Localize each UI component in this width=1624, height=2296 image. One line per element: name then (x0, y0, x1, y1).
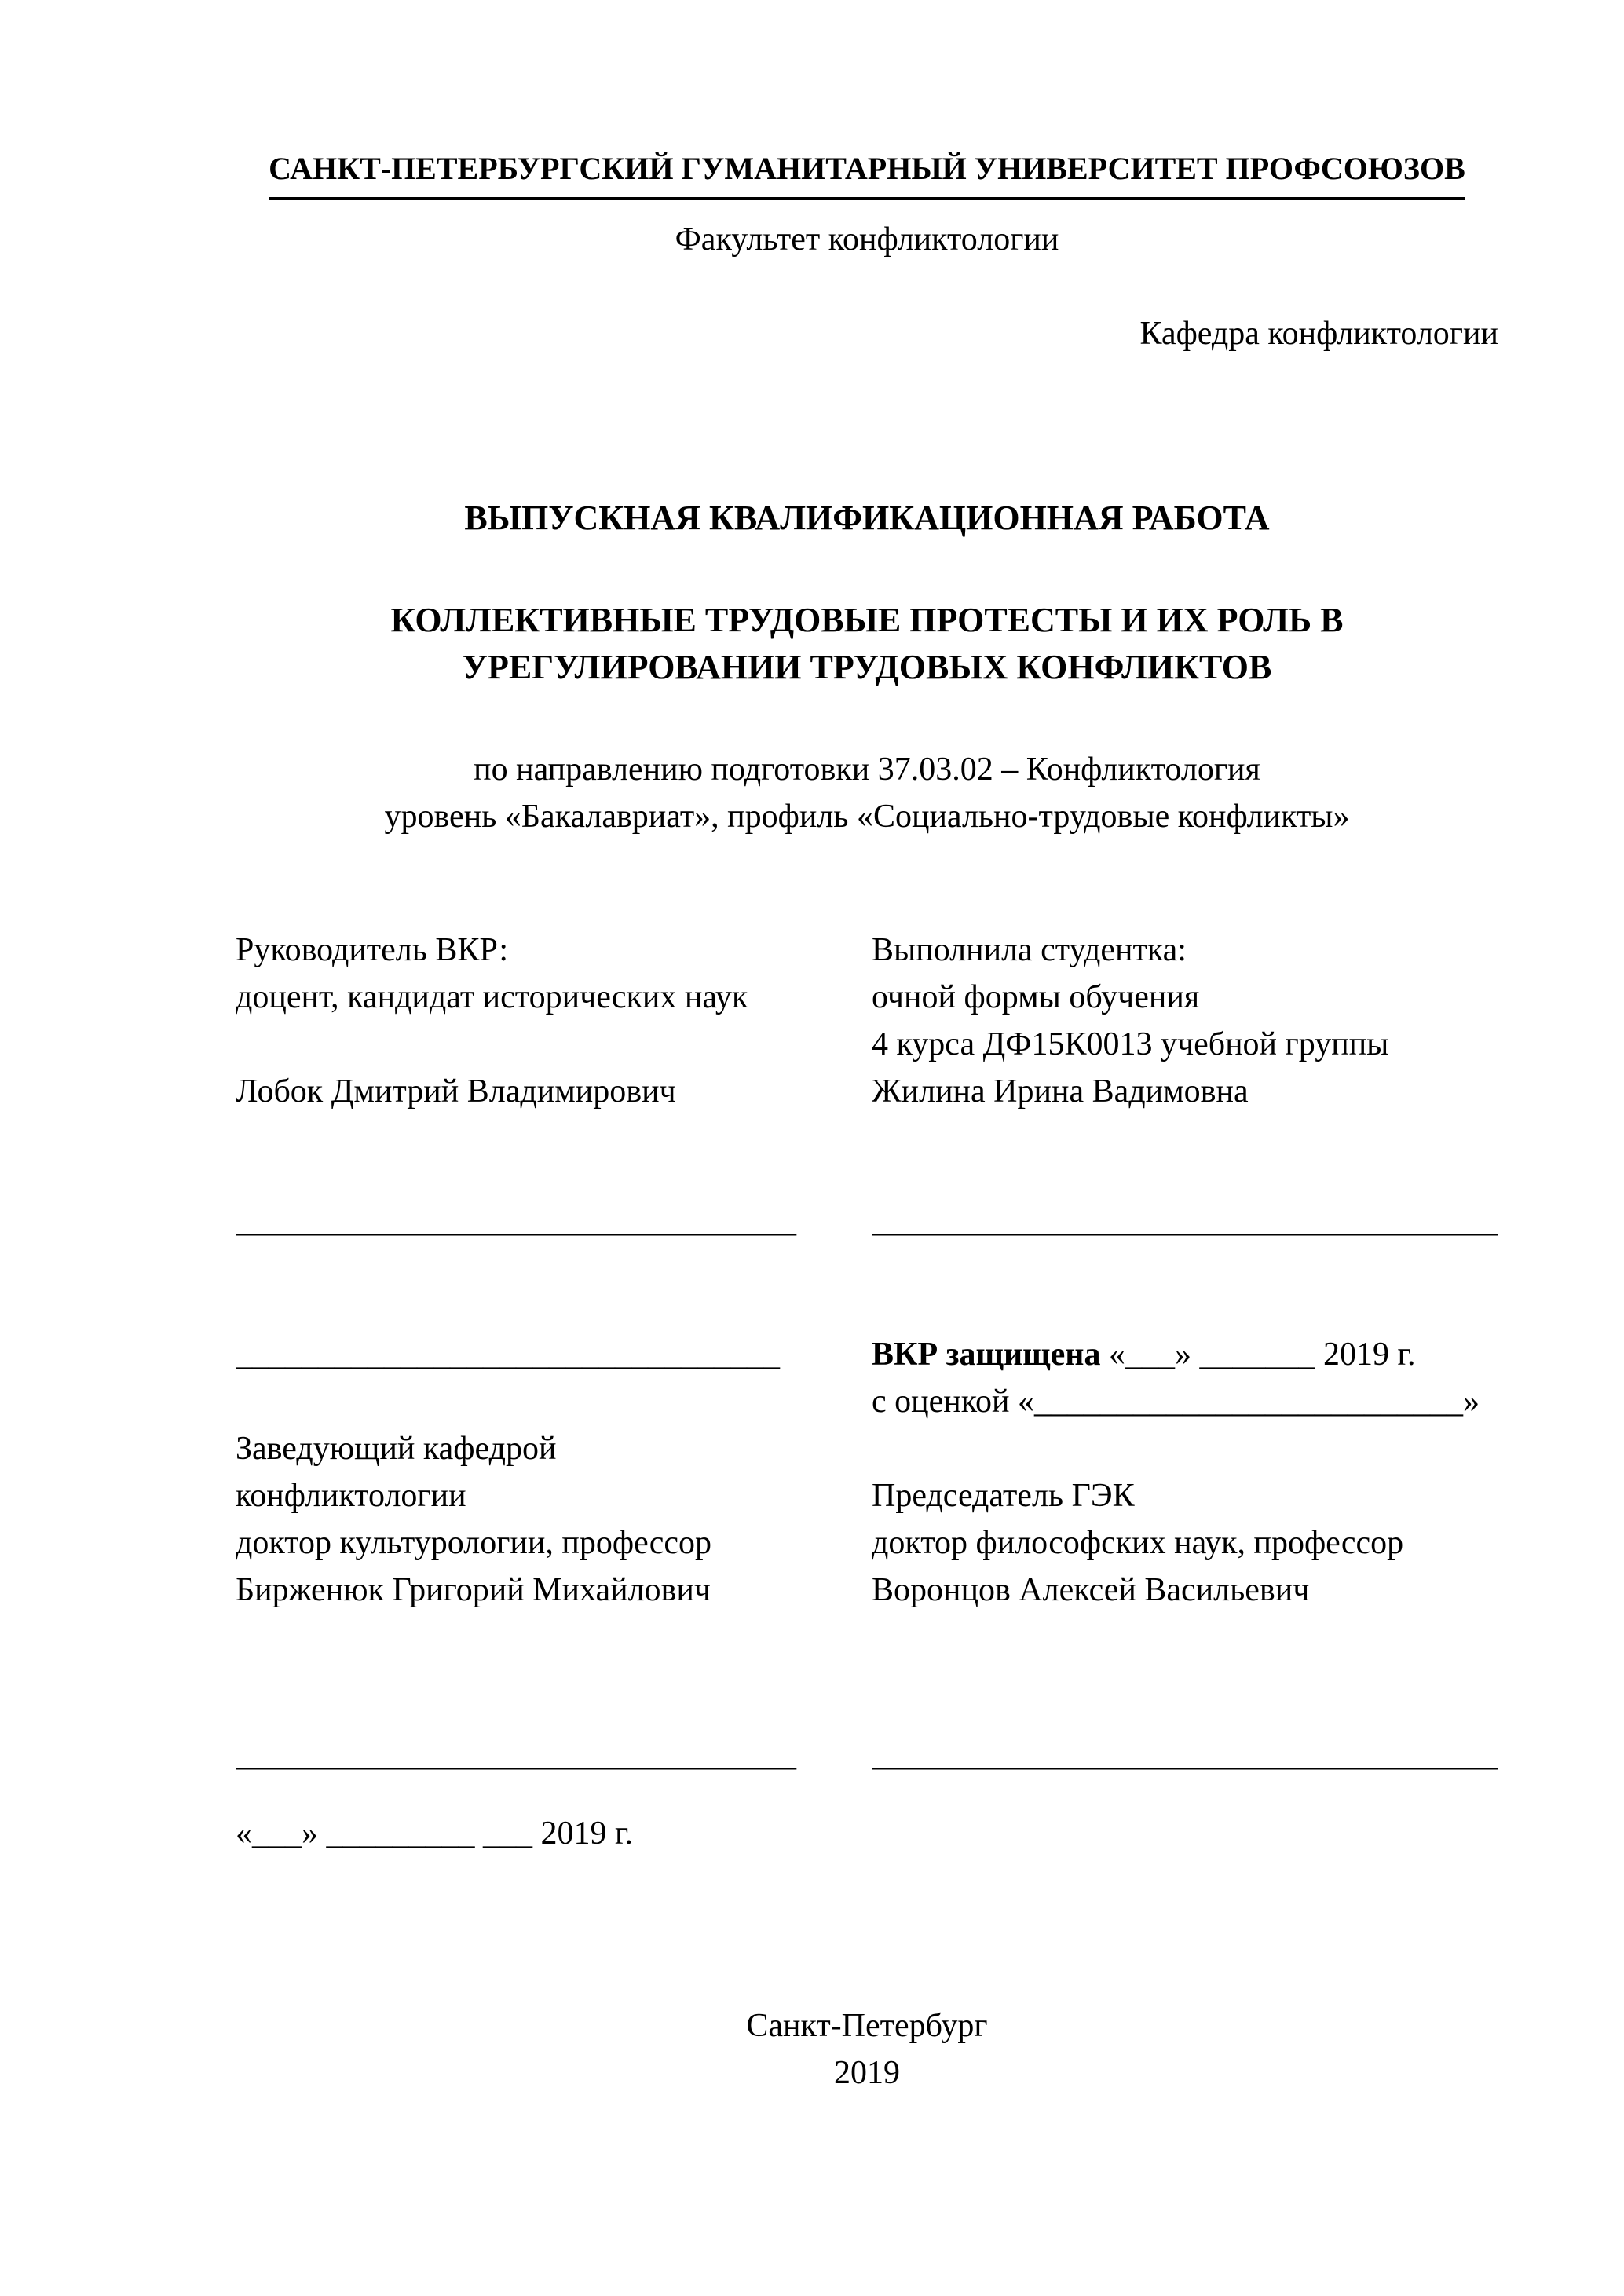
signature-row-2 (236, 1731, 1498, 1779)
program-direction: по направлению подготовки 37.03.02 – Конфликтология (474, 751, 1260, 788)
blank-line (872, 1810, 1498, 1857)
university-name: САНКТ-ПЕТЕРБУРГСКИЙ ГУМАНИТАРНЫЙ УНИВЕРСИТЕТ ПРОФСОЮЗОВ (269, 145, 1465, 200)
thesis-title-line1: КОЛЛЕКТИВНЫЕ ТРУДОВЫЕ ПРОТЕСТЫ И ИХ РОЛЬ В (390, 601, 1344, 639)
work-type-heading: ВЫПУСКНАЯ КВАЛИФИКАЦИОННАЯ РАБОТА (464, 499, 1270, 537)
thesis-title-line2: УРЕГУЛИРОВАНИИ ТРУДОВЫХ КОНФЛИКТОВ (462, 648, 1272, 686)
student-signature-line: ______________________________________ (872, 1203, 1498, 1239)
head-label-2: конфликтологии (236, 1478, 466, 1514)
people-columns (236, 927, 1498, 1115)
thesis-title (236, 597, 1498, 691)
grade-line: с оценкой «__________________________» (872, 1384, 1480, 1420)
department-head-column (236, 1331, 872, 1614)
advisor-signature-line: __________________________________ (236, 1203, 796, 1239)
program-level: уровень «Бакалавриат», профиль «Социально-трудовые конфликты» (384, 799, 1350, 835)
head-label-1: Заведующий кафедрой (236, 1431, 557, 1467)
date-line: «___» _________ ___ 2019 г. (236, 1815, 633, 1852)
advisor-column (236, 927, 872, 1115)
department-line: Кафедра конфликтологии (1139, 316, 1498, 352)
program-info (236, 746, 1498, 840)
student-group: 4 курса ДФ15К0013 учебной группы (872, 1026, 1389, 1062)
officials-columns (236, 1331, 1498, 1614)
advisor-name: Лобок Дмитрий Владимирович (236, 1073, 676, 1110)
student-column (872, 927, 1498, 1115)
student-form: очной формы обучения (872, 979, 1200, 1015)
defense-line (872, 1331, 1498, 1378)
date-row (236, 1810, 1498, 1857)
chair-degree: доктор философских наук, профессор (872, 1525, 1404, 1561)
student-label: Выполнила студентка: (872, 932, 1187, 968)
head-degree: доктор культурологии, профессор (236, 1525, 712, 1561)
head-name: Бирженюк Григорий Михайлович (236, 1572, 711, 1608)
defense-date-blanks: «___» _______ 2019 г. (1100, 1336, 1416, 1373)
chair-label: Председатель ГЭК (872, 1478, 1135, 1514)
chair-name: Воронцов Алексей Васильевич (872, 1572, 1310, 1608)
advisor-degree: доцент, кандидат исторических наук (236, 979, 748, 1015)
footer-city: Санкт-Петербург (746, 2008, 988, 2044)
blank-line (236, 1021, 872, 1068)
blank-line (872, 1425, 1498, 1472)
student-name: Жилина Ирина Вадимовна (872, 1073, 1249, 1110)
head-signature-line: _________________________________ (236, 1336, 780, 1373)
blank-line (236, 1378, 872, 1425)
defense-label: ВКР защищена (872, 1336, 1101, 1373)
bottom-right-signature-line: ______________________________________ (872, 1737, 1498, 1773)
advisor-label: Руководитель ВКР: (236, 932, 509, 968)
faculty-line: Факультет конфликтологии (675, 221, 1059, 258)
footer (236, 2002, 1498, 2097)
footer-year: 2019 (834, 2055, 900, 2091)
signature-row-1 (236, 1197, 1498, 1245)
defense-column (872, 1331, 1498, 1614)
bottom-left-signature-line: __________________________________ (236, 1737, 796, 1773)
university-header (236, 145, 1498, 200)
